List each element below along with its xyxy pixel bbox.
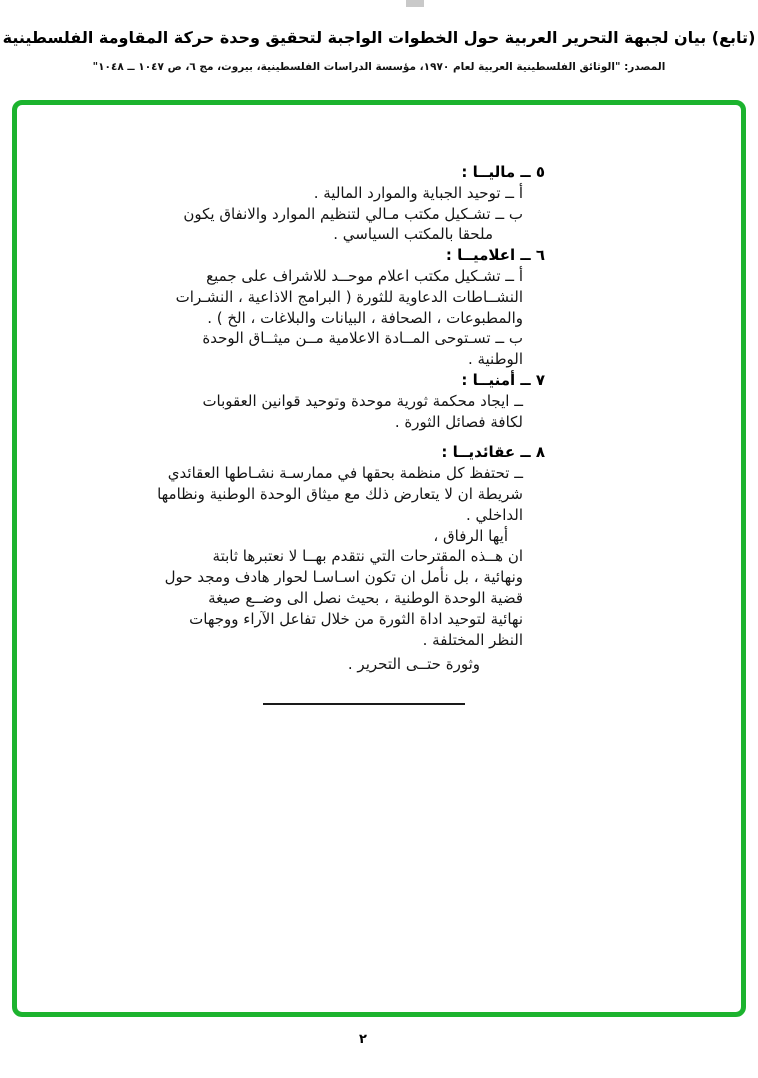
doc-line: وثورة حتــى التحرير . xyxy=(347,655,480,674)
doc-line: أ ــ توحيد الجباية والموارد المالية . xyxy=(313,183,523,202)
doc-line: قضية الوحدة الوطنية ، بحيث نصل الى وضــع صيغة xyxy=(208,588,523,607)
scan-artifact xyxy=(406,0,424,7)
doc-line: ــ تحتفظ كل منظمة بحقها في ممارسـة نشـاطها العقائدي xyxy=(167,464,523,483)
doc-line: ٨ ــ عقائديــا : xyxy=(441,443,545,462)
end-divider xyxy=(263,703,465,705)
doc-line: ب ــ تسـتوحى المــادة الاعلامية مــن ميثــاق الوحدة xyxy=(202,329,523,348)
doc-line: والمطبوعات ، الصحافة ، البيانات والبلاغات ، الخ ) . xyxy=(207,308,523,327)
document-lines xyxy=(157,162,545,675)
page-number: ٢ xyxy=(359,1032,367,1047)
doc-line: ٥ ــ ماليــا : xyxy=(461,163,545,181)
doc-line: النظر المختلفة . xyxy=(422,630,523,649)
doc-line: ب ــ تشـكيل مكتب مـالي لتنظيم الموارد والانفاق يكون xyxy=(183,204,523,223)
doc-line: ان هــذه المقترحات التي نتقدم بهــا لا نعتبرها ثابتة xyxy=(212,547,523,566)
doc-line: أيها الرفاق ، xyxy=(433,526,508,545)
doc-line: النشــاطات الدعاوية للثورة ( البرامج الاذاعية ، النشـرات xyxy=(175,287,523,306)
doc-line: ــ ايجاد محكمة ثورية موحدة وتوحيد قوانين العقوبات xyxy=(202,391,523,410)
document-frame xyxy=(12,100,746,1017)
doc-line: شريطة ان لا يتعارض ذلك مع ميثاق الوحدة الوطنية ونظامها xyxy=(157,484,523,503)
doc-line: ونهائية ، بل نأمل ان تكون اسـاسـا لحوار هادف ومجد حول xyxy=(164,568,523,587)
doc-line: نهائية لتوحيد اداة الثورة من خلال تفاعل الآراء ووجهات xyxy=(189,609,523,628)
doc-line: أ ــ تشـكيل مكتب اعلام موحــد للاشراف على جميع xyxy=(206,266,523,285)
doc-line: ٧ ــ أمنيــا : xyxy=(461,370,545,389)
source-citation: المصدر: "الوثائق الفلسطينية العربية لعام ١٩٧٠، مؤسسة الدراسات الفلسطينية، بيروت، مج ٦، ص ١٠٤٧ ــ ١٠٤٨" xyxy=(92,61,666,73)
page-title: (تابع) بيان لجبهة التحرير العربية حول الخطوات الواجبة لتحقيق وحدة حركة المقاومة الفلسطينية xyxy=(2,28,756,47)
doc-line: ٦ ــ اعلاميــا : xyxy=(445,246,545,265)
doc-line: الوطنية . xyxy=(467,350,523,369)
doc-line: ملحقا بالمكتب السياسي . xyxy=(333,225,493,244)
doc-line: لكافة فصائل الثورة . xyxy=(394,412,523,431)
doc-line: الداخلي . xyxy=(465,505,523,524)
